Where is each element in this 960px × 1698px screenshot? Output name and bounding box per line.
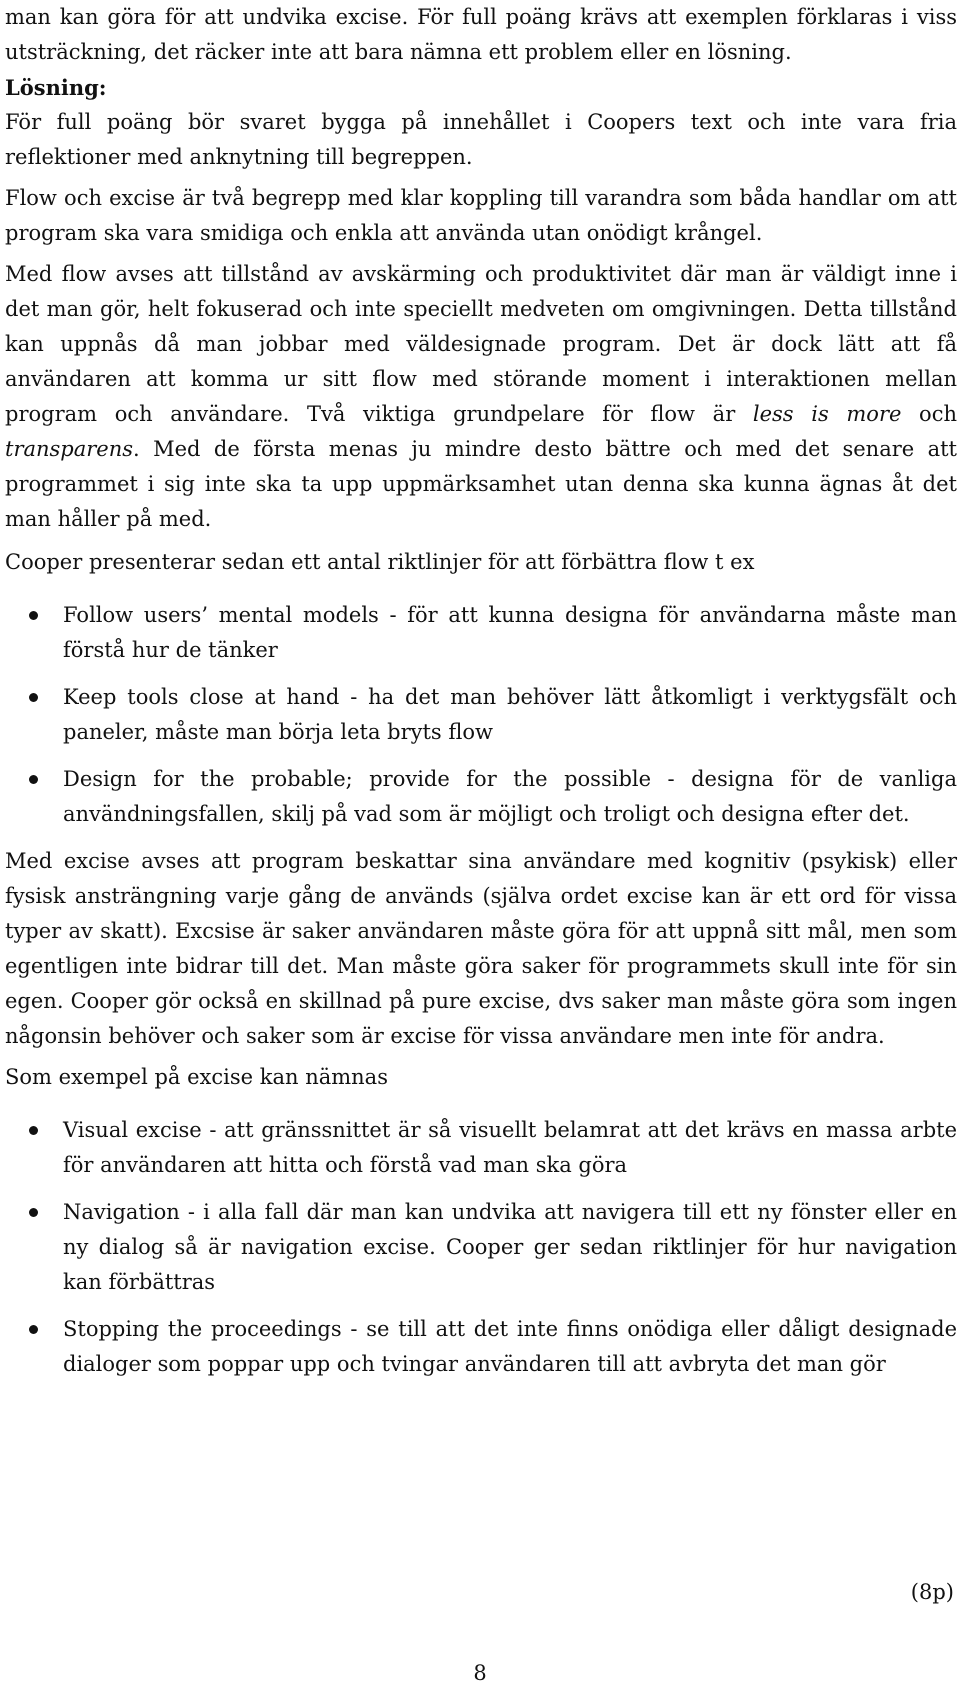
bullet-icon	[29, 1325, 38, 1334]
list-item: Stopping the proceedings - se till att det inte finns onödiga eller dåligt designade dialoger som poppar upp och tvingar användaren till att avbryta det man gör	[5, 1312, 957, 1382]
excise-paragraph: Med excise avses att program beskattar sina användare med kognitiv (psykisk) eller fysisk ansträngning varje gång de används (själva ordet excise kan är ett ord för vissa typer av skatt). Excsise är saker användaren måste göra för att uppnå sitt mål, men som egentligen inte bidrar till det. Man måste göra saker för programmets skull inte för sin egen. Cooper gör också en skillnad på pure excise, dvs saker man måste göra som ingen någonsin behöver och saker som är excise för vissa användare men inte för andra.	[5, 849, 957, 1048]
excise-examples-list	[5, 1113, 957, 1382]
bullet-icon	[29, 693, 38, 702]
excise-examples-intro: Som exempel på excise kan nämnas	[5, 1065, 388, 1089]
flow-text-mid: och	[901, 402, 957, 426]
intro-paragraph: man kan göra för att undvika excise. För full poäng krävs att exemplen förklaras i viss utsträckning, det räcker inte att bara nämna ett problem eller en lösning.	[5, 5, 957, 64]
guidelines-intro: Cooper presenterar sedan ett antal riktlinjer för att förbättra flow t ex	[5, 550, 755, 574]
less-is-more-term: less is more	[752, 402, 902, 426]
bullet-icon	[29, 1208, 38, 1217]
points-label: (8p)	[910, 1580, 954, 1604]
list-item: Follow users’ mental models - för att kunna designa för användarna måste man förstå hur de tänker	[5, 598, 957, 668]
bullet-icon	[29, 1126, 38, 1135]
flow-guidelines-list	[5, 598, 957, 832]
bullet-icon	[29, 611, 38, 620]
flow-text-after: . Med de första menas ju mindre desto bättre och med det senare att programmet i sig inte ska ta upp uppmärksamhet utan denna ska kunna ägnas åt det man håller på med.	[5, 437, 957, 531]
list-item: Design for the probable; provide for the possible - designa för de vanliga användningsfallen, skilj på vad som är möjligt och troligt och designa efter det.	[5, 762, 957, 832]
list-item: Visual excise - att gränssnittet är så visuellt belamrat att det krävs en massa arbte för användaren att hitta och förstå vad man ska göra	[5, 1113, 957, 1183]
solution-paragraph-2: Flow och excise är två begrepp med klar koppling till varandra som båda handlar om att program ska vara smidiga och enkla att använda utan onödigt krångel.	[5, 186, 957, 245]
page-number: 8	[473, 1661, 487, 1685]
bullet-icon	[29, 775, 38, 784]
list-item: Navigation - i alla fall där man kan undvika att navigera till ett ny fönster eller en ny dialog så är navigation excise. Cooper ger sedan riktlinjer för hur navigation kan förbättras	[5, 1195, 957, 1300]
transparens-term: transparens	[5, 437, 134, 461]
solution-heading: Lösning:	[5, 75, 107, 100]
list-item: Keep tools close at hand - ha det man behöver lätt åtkomligt i verktygsfält och paneler, måste man börja leta bryts flow	[5, 680, 957, 750]
flow-text-before: Med flow avses att tillstånd av avskärming och produktivitet där man är väldigt inne i det man gör, helt fokuserad och inte speciellt medveten om omgivningen. Detta tillstånd kan uppnås då man jobbar med väldesignade program. Det är dock lätt att få användaren att komma ur sitt flow med störande moment i interaktionen mellan program och användare. Två viktiga grundpelare för flow är	[5, 262, 957, 426]
document-page	[5, 0, 957, 1394]
flow-paragraph	[5, 257, 957, 537]
solution-paragraph-1: För full poäng bör svaret bygga på innehållet i Coopers text och inte vara fria reflektioner med anknytning till begreppen.	[5, 110, 957, 169]
